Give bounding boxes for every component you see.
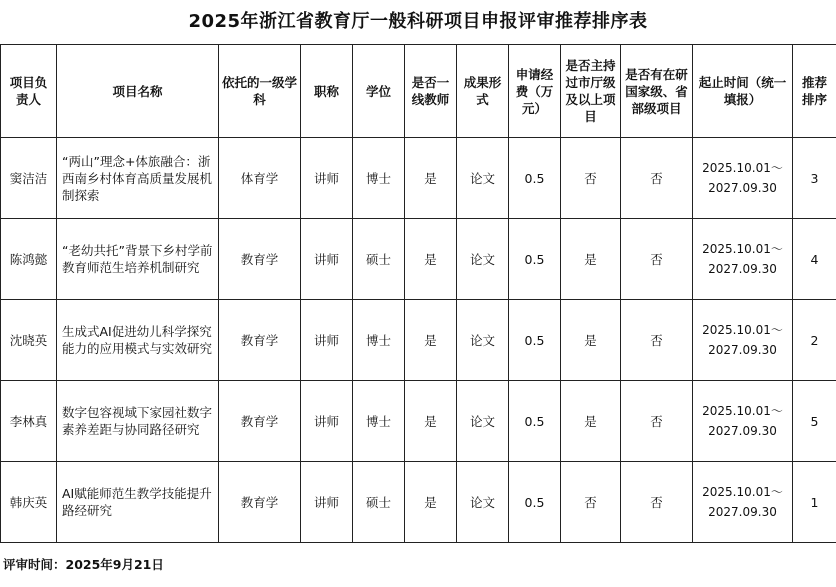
- cell-degree: 博士: [353, 300, 405, 381]
- cell-title: 讲师: [301, 381, 353, 462]
- cell-rank: 5: [793, 381, 836, 462]
- cell-project-name: “两山”理念+体旅融合：浙西南乡村体育高质量发展机制探索: [57, 138, 219, 219]
- cell-title: 讲师: [301, 219, 353, 300]
- cell-funding: 0.5: [509, 219, 561, 300]
- header-rank: 推荐排序: [793, 45, 836, 138]
- cell-leader: 沈晓英: [1, 300, 57, 381]
- cell-period: 2025.10.01～2027.09.30: [693, 300, 793, 381]
- cell-leader: 韩庆英: [1, 462, 57, 543]
- cell-frontline: 是: [405, 138, 457, 219]
- review-date: 评审时间：2025年9月21日: [3, 557, 164, 572]
- cell-frontline: 是: [405, 219, 457, 300]
- cell-project-name: 数字包容视域下家园社数字素养差距与协同路径研究: [57, 381, 219, 462]
- cell-output: 论文: [457, 300, 509, 381]
- cell-title: 讲师: [301, 138, 353, 219]
- cell-ongoing: 否: [621, 300, 693, 381]
- header-ongoing: 是否有在研国家级、省部级项目: [621, 45, 693, 138]
- cell-leader: 李林真: [1, 381, 57, 462]
- cell-frontline: 是: [405, 462, 457, 543]
- cell-degree: 博士: [353, 381, 405, 462]
- cell-rank: 1: [793, 462, 836, 543]
- cell-title: 讲师: [301, 462, 353, 543]
- cell-output: 论文: [457, 138, 509, 219]
- header-funding: 申请经费（万元）: [509, 45, 561, 138]
- header-leader: 项目负责人: [1, 45, 57, 138]
- cell-period: 2025.10.01～2027.09.30: [693, 138, 793, 219]
- cell-degree: 博士: [353, 138, 405, 219]
- cell-output: 论文: [457, 462, 509, 543]
- header-output: 成果形式: [457, 45, 509, 138]
- cell-frontline: 是: [405, 381, 457, 462]
- header-frontline: 是否一线教师: [405, 45, 457, 138]
- cell-rank: 4: [793, 219, 836, 300]
- header-title: 职称: [301, 45, 353, 138]
- header-period: 起止时间（统一填报）: [693, 45, 793, 138]
- cell-rank: 2: [793, 300, 836, 381]
- table-row: [1, 462, 836, 543]
- header-project-name: 项目名称: [57, 45, 219, 138]
- cell-discipline: 教育学: [219, 300, 301, 381]
- cell-discipline: 教育学: [219, 219, 301, 300]
- cell-frontline: 是: [405, 300, 457, 381]
- cell-hosted: 是: [561, 381, 621, 462]
- page-title: 2025年浙江省教育厅一般科研项目申报评审推荐排序表: [188, 11, 648, 32]
- cell-hosted: 是: [561, 219, 621, 300]
- cell-rank: 3: [793, 138, 836, 219]
- header-degree: 学位: [353, 45, 405, 138]
- cell-discipline: 体育学: [219, 138, 301, 219]
- cell-ongoing: 否: [621, 219, 693, 300]
- cell-ongoing: 否: [621, 138, 693, 219]
- cell-funding: 0.5: [509, 138, 561, 219]
- cell-hosted: 否: [561, 462, 621, 543]
- ranking-table: [0, 44, 836, 543]
- cell-funding: 0.5: [509, 300, 561, 381]
- cell-project-name: AI赋能师范生教学技能提升路经研究: [57, 462, 219, 543]
- cell-leader: 陈鸿懿: [1, 219, 57, 300]
- cell-period: 2025.10.01～2027.09.30: [693, 219, 793, 300]
- cell-ongoing: 否: [621, 381, 693, 462]
- cell-degree: 硕士: [353, 462, 405, 543]
- cell-hosted: 是: [561, 300, 621, 381]
- cell-output: 论文: [457, 381, 509, 462]
- table-row: [1, 138, 836, 219]
- header-hosted: 是否主持过市厅级及以上项目: [561, 45, 621, 138]
- cell-discipline: 教育学: [219, 462, 301, 543]
- cell-funding: 0.5: [509, 381, 561, 462]
- header-row: [1, 45, 836, 138]
- cell-leader: 窦洁洁: [1, 138, 57, 219]
- cell-period: 2025.10.01～2027.09.30: [693, 462, 793, 543]
- cell-output: 论文: [457, 219, 509, 300]
- table-row: [1, 381, 836, 462]
- cell-degree: 硕士: [353, 219, 405, 300]
- cell-funding: 0.5: [509, 462, 561, 543]
- cell-project-name: 生成式AI促进幼儿科学探究能力的应用模式与实效研究: [57, 300, 219, 381]
- table-row: [1, 300, 836, 381]
- cell-discipline: 教育学: [219, 381, 301, 462]
- cell-project-name: “老幼共托”背景下乡村学前教育师范生培养机制研究: [57, 219, 219, 300]
- table-row: [1, 219, 836, 300]
- cell-ongoing: 否: [621, 462, 693, 543]
- cell-period: 2025.10.01～2027.09.30: [693, 381, 793, 462]
- header-discipline: 依托的一级学科: [219, 45, 301, 138]
- cell-title: 讲师: [301, 300, 353, 381]
- cell-hosted: 否: [561, 138, 621, 219]
